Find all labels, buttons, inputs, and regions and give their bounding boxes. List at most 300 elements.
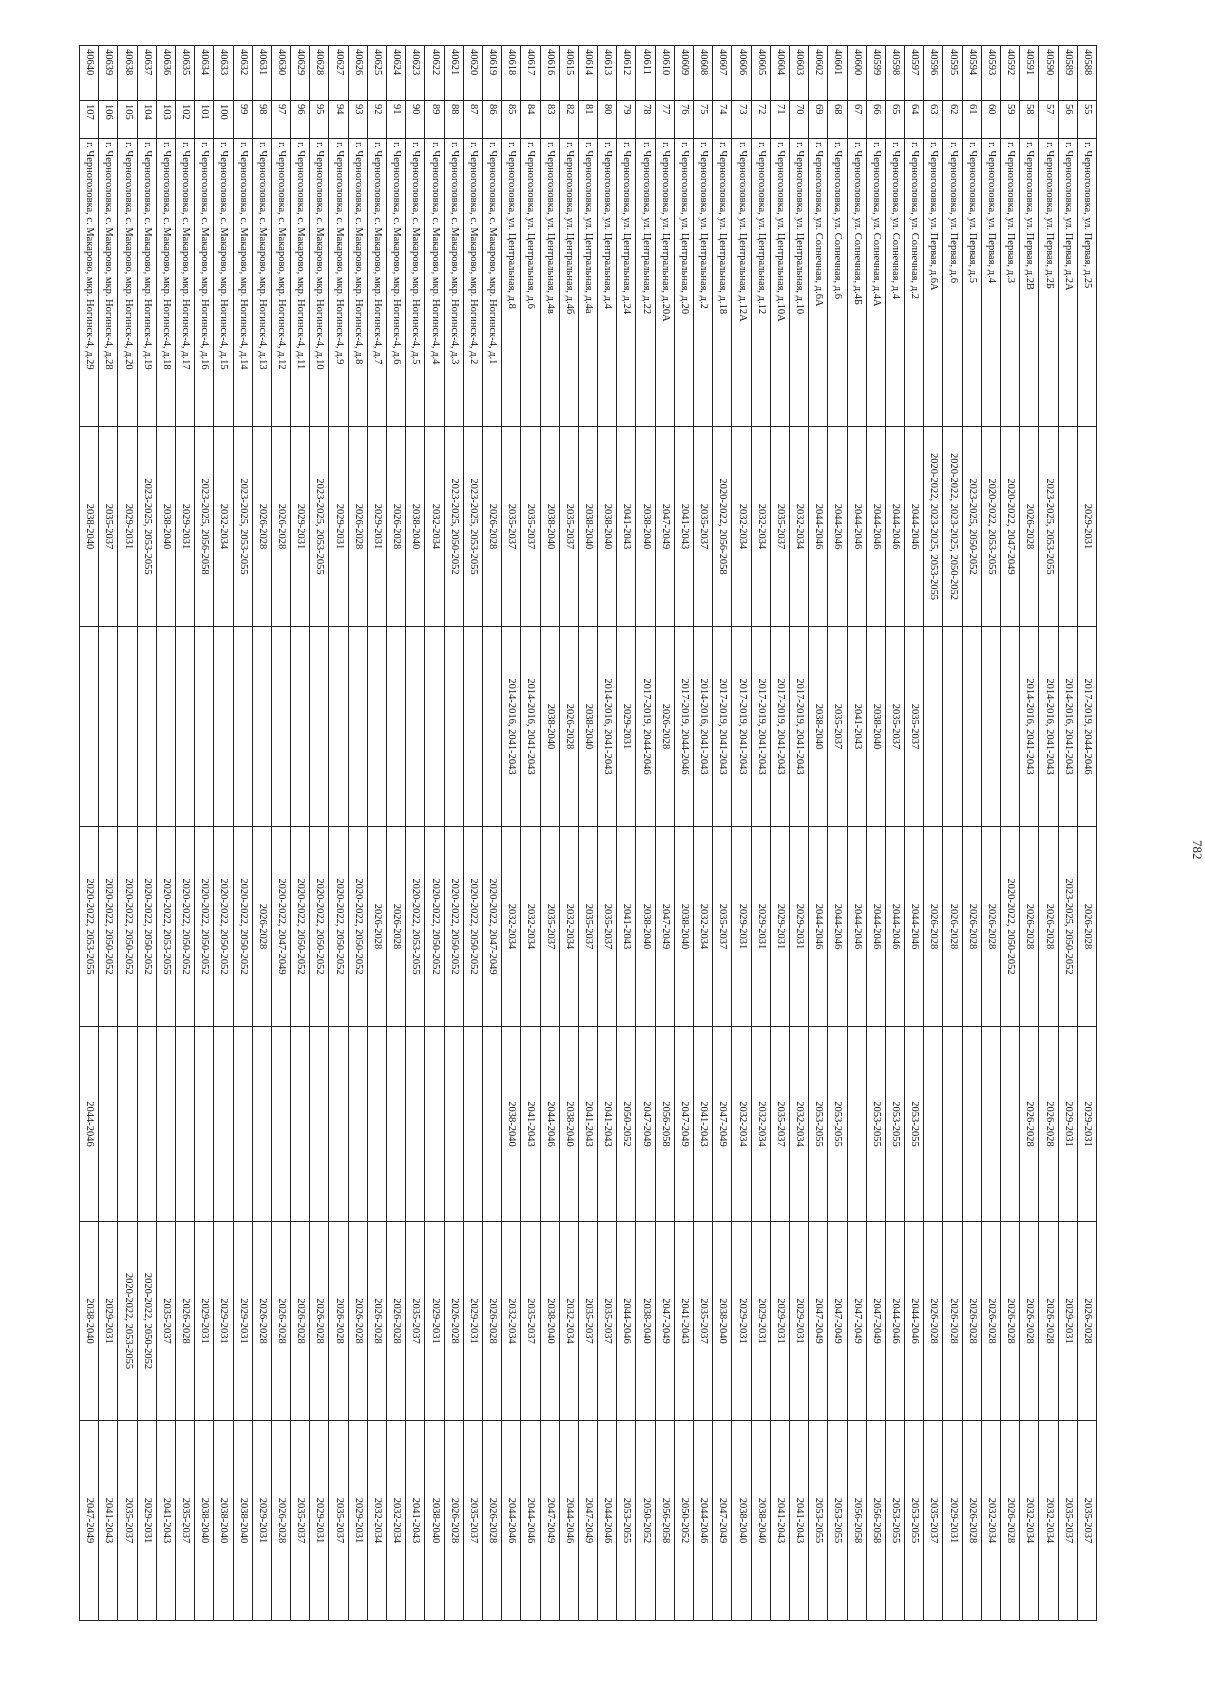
- period-cell-6: 2053-2055: [828, 1421, 847, 1621]
- row-number-cell: 66: [866, 101, 885, 139]
- period-cell-4: 2056-2058: [655, 1027, 674, 1222]
- record-id-cell: 40617: [521, 46, 540, 101]
- address-cell: г. Черноголовка, с. Макарово, мкр. Ногинск-4, д.9: [329, 139, 348, 427]
- period-cell-6: 2044-2046: [521, 1421, 540, 1621]
- table-row: [751, 46, 770, 1621]
- period-cell-5: 2026-2028: [387, 1222, 406, 1421]
- record-id-cell: 40599: [866, 46, 885, 101]
- period-cell-2: [348, 627, 367, 827]
- table-row: [195, 46, 214, 1621]
- period-cell-4: 2041-2043: [694, 1027, 713, 1222]
- row-number-cell: 92: [367, 101, 386, 139]
- record-id-cell: 40640: [80, 46, 99, 101]
- period-cell-5: 2029-2031: [99, 1222, 118, 1421]
- record-id-cell: 40609: [674, 46, 693, 101]
- period-cell-1: 2029-2031: [1077, 427, 1096, 627]
- period-cell-2: 2038-2040: [866, 627, 885, 827]
- record-id-cell: 40614: [578, 46, 597, 101]
- period-cell-2: [425, 627, 444, 827]
- period-cell-1: [1058, 427, 1077, 627]
- period-cell-6: 2044-2046: [694, 1421, 713, 1621]
- period-cell-4: 2032-2034: [790, 1027, 809, 1222]
- address-cell: г. Черноголовка, ул. Центральная, д.22: [636, 139, 655, 427]
- period-cell-5: 2026-2028: [176, 1222, 195, 1421]
- period-cell-5: 2035-2037: [598, 1222, 617, 1421]
- period-cell-3: 2032-2034: [521, 827, 540, 1027]
- period-cell-6: 2026-2028: [483, 1421, 502, 1621]
- period-cell-6: 2047-2049: [80, 1421, 99, 1621]
- record-id-cell: 40612: [617, 46, 636, 101]
- period-cell-5: 2029-2031: [214, 1222, 233, 1421]
- period-cell-1: 2023-2025, 2050-2052: [444, 427, 463, 627]
- table-row: [156, 46, 175, 1621]
- record-id-cell: 40605: [751, 46, 770, 101]
- period-cell-2: [233, 627, 252, 827]
- period-cell-6: 2053-2055: [905, 1421, 924, 1621]
- period-cell-4: [425, 1027, 444, 1222]
- table-row: [885, 46, 904, 1621]
- address-cell: г. Черноголовка, ул. Центральная, д.2: [694, 139, 713, 427]
- table-row: [502, 46, 521, 1621]
- period-cell-5: 2029-2031: [790, 1222, 809, 1421]
- period-cell-6: 2035-2037: [1077, 1421, 1096, 1621]
- period-cell-6: 2026-2028: [962, 1421, 981, 1621]
- row-number-cell: 69: [809, 101, 828, 139]
- address-cell: г. Черноголовка, ул. Центральная, д.10А: [770, 139, 789, 427]
- period-cell-1: 2035-2037: [770, 427, 789, 627]
- row-number-cell: 91: [387, 101, 406, 139]
- period-cell-6: 2056-2058: [866, 1421, 885, 1621]
- record-id-cell: 40618: [502, 46, 521, 101]
- period-cell-5: 2038-2040: [80, 1222, 99, 1421]
- table-row: [1039, 46, 1058, 1621]
- row-number-cell: 78: [636, 101, 655, 139]
- table-row: [367, 46, 386, 1621]
- row-number-cell: 71: [770, 101, 789, 139]
- period-cell-3: 2035-2037: [598, 827, 617, 1027]
- record-id-cell: 40639: [99, 46, 118, 101]
- period-cell-4: [310, 1027, 329, 1222]
- period-cell-2: 2041-2043: [847, 627, 866, 827]
- period-cell-4: 2038-2040: [559, 1027, 578, 1222]
- row-number-cell: 104: [137, 101, 156, 139]
- period-cell-5: 2047-2049: [828, 1222, 847, 1421]
- row-number-cell: 61: [962, 101, 981, 139]
- table-row: [463, 46, 482, 1621]
- table-row: [962, 46, 981, 1621]
- table-row: [252, 46, 271, 1621]
- period-cell-2: [156, 627, 175, 827]
- period-cell-4: 2041-2043: [521, 1027, 540, 1222]
- period-cell-4: [367, 1027, 386, 1222]
- period-cell-4: 2041-2043: [578, 1027, 597, 1222]
- period-cell-2: 2017-2019, 2041-2043: [751, 627, 770, 827]
- period-cell-2: [943, 627, 962, 827]
- row-number-cell: 83: [540, 101, 559, 139]
- period-cell-1: 2020-2022, 2023-2025, 2050-2052: [943, 427, 962, 627]
- period-cell-5: 2026-2028: [252, 1222, 271, 1421]
- period-cell-4: 2038-2040: [502, 1027, 521, 1222]
- period-cell-3: 2020-2022, 2050-2052: [310, 827, 329, 1027]
- table-row: [866, 46, 885, 1621]
- row-number-cell: 101: [195, 101, 214, 139]
- period-cell-5: 2020-2022, 2050-2052: [137, 1222, 156, 1421]
- period-cell-5: 2044-2046: [617, 1222, 636, 1421]
- period-cell-4: [214, 1027, 233, 1222]
- period-cell-3: 2026-2028: [962, 827, 981, 1027]
- table-row: [559, 46, 578, 1621]
- row-number-cell: 64: [905, 101, 924, 139]
- period-cell-1: 2035-2037: [521, 427, 540, 627]
- period-cell-4: 2053-2055: [809, 1027, 828, 1222]
- period-cell-1: 2029-2031: [118, 427, 137, 627]
- record-id-cell: 40603: [790, 46, 809, 101]
- period-cell-4: 2047-2049: [636, 1027, 655, 1222]
- period-cell-5: 2029-2031: [1058, 1222, 1077, 1421]
- period-cell-6: 2053-2055: [809, 1421, 828, 1621]
- row-number-cell: 89: [425, 101, 444, 139]
- address-cell: г. Черноголовка, ул. Центральная, д.18: [713, 139, 732, 427]
- row-number-cell: 56: [1058, 101, 1077, 139]
- record-id-cell: 40610: [655, 46, 674, 101]
- period-cell-5: 2035-2037: [694, 1222, 713, 1421]
- period-cell-3: 2044-2046: [847, 827, 866, 1027]
- record-id-cell: 40629: [291, 46, 310, 101]
- period-cell-4: 2041-2043: [598, 1027, 617, 1222]
- row-number-cell: 85: [502, 101, 521, 139]
- period-cell-2: 2029-2031: [617, 627, 636, 827]
- table-row: [924, 46, 943, 1621]
- row-number-cell: 73: [732, 101, 751, 139]
- period-cell-1: 2044-2046: [866, 427, 885, 627]
- period-cell-2: 2014-2016, 2041-2043: [1020, 627, 1039, 827]
- row-number-cell: 98: [252, 101, 271, 139]
- period-cell-5: 2026-2028: [329, 1222, 348, 1421]
- period-cell-6: 2029-2031: [252, 1421, 271, 1621]
- row-number-cell: 76: [674, 101, 693, 139]
- period-cell-3: 2032-2034: [694, 827, 713, 1027]
- period-cell-1: 2020-2022, 2056-2058: [713, 427, 732, 627]
- period-cell-4: [387, 1027, 406, 1222]
- record-id-cell: 40621: [444, 46, 463, 101]
- address-cell: г. Черноголовка, ул. Центральная, д.24: [617, 139, 636, 427]
- table-row: [521, 46, 540, 1621]
- period-cell-1: 2026-2028: [271, 427, 290, 627]
- address-cell: г. Черноголовка, ул. Первая, д.6: [943, 139, 962, 427]
- rotated-table-container: [58, 45, 1097, 1620]
- address-cell: г. Черноголовка, ул. Первая, д.6А: [924, 139, 943, 427]
- period-cell-2: [329, 627, 348, 827]
- table-row: [617, 46, 636, 1621]
- table-row: [118, 46, 137, 1621]
- record-id-cell: 40624: [387, 46, 406, 101]
- period-cell-1: 2035-2037: [502, 427, 521, 627]
- period-cell-1: 2026-2028: [387, 427, 406, 627]
- period-cell-6: 2029-2031: [310, 1421, 329, 1621]
- period-cell-5: 2038-2040: [540, 1222, 559, 1421]
- period-cell-3: 2020-2022, 2053-2055: [156, 827, 175, 1027]
- period-cell-4: 2044-2046: [80, 1027, 99, 1222]
- period-cell-3: 2044-2046: [885, 827, 904, 1027]
- period-cell-1: 2026-2028: [1020, 427, 1039, 627]
- record-id-cell: 40593: [981, 46, 1000, 101]
- period-cell-6: 2032-2034: [981, 1421, 1000, 1621]
- period-cell-1: 2029-2031: [329, 427, 348, 627]
- table-row: [425, 46, 444, 1621]
- record-id-cell: 40608: [694, 46, 713, 101]
- address-cell: г. Черноголовка, с. Макарово, мкр. Ногинск-4, д.8: [348, 139, 367, 427]
- table-row: [444, 46, 463, 1621]
- record-id-cell: 40601: [828, 46, 847, 101]
- address-cell: г. Черноголовка, с. Макарово, мкр. Ногинск-4, д.14: [233, 139, 252, 427]
- address-cell: г. Черноголовка, ул. Центральная, д.4а: [578, 139, 597, 427]
- period-cell-6: 2035-2037: [118, 1421, 137, 1621]
- record-id-cell: 40631: [252, 46, 271, 101]
- period-cell-4: [924, 1027, 943, 1222]
- period-cell-6: 2050-2052: [636, 1421, 655, 1621]
- period-cell-4: [195, 1027, 214, 1222]
- address-cell: г. Черноголовка, ул. Центральная, д.12: [751, 139, 770, 427]
- period-cell-5: 2026-2028: [348, 1222, 367, 1421]
- period-cell-4: [406, 1027, 425, 1222]
- address-cell: г. Черноголовка, с. Макарово, мкр. Ногинск-4, д.15: [214, 139, 233, 427]
- period-cell-1: 2038-2040: [598, 427, 617, 627]
- row-number-cell: 105: [118, 101, 137, 139]
- period-cell-1: 2038-2040: [636, 427, 655, 627]
- record-id-cell: 40635: [176, 46, 195, 101]
- period-cell-6: 2032-2034: [367, 1421, 386, 1621]
- period-cell-5: 2026-2028: [1001, 1222, 1020, 1421]
- period-cell-5: 2047-2049: [809, 1222, 828, 1421]
- period-cell-6: 2038-2040: [195, 1421, 214, 1621]
- period-cell-2: [176, 627, 195, 827]
- register-table: [79, 45, 1097, 1621]
- period-cell-3: 2020-2022, 2050-2052: [99, 827, 118, 1027]
- address-cell: г. Черноголовка, ул. Центральная, д.20: [674, 139, 693, 427]
- row-number-cell: 59: [1001, 101, 1020, 139]
- period-cell-5: 2032-2034: [502, 1222, 521, 1421]
- period-cell-1: 2023-2025, 2053-2055: [137, 427, 156, 627]
- period-cell-5: 2026-2028: [367, 1222, 386, 1421]
- period-cell-1: 2038-2040: [80, 427, 99, 627]
- period-cell-5: 2026-2028: [1020, 1222, 1039, 1421]
- table-row: [310, 46, 329, 1621]
- address-cell: г. Черноголовка, ул. Первая, д.2В: [1020, 139, 1039, 427]
- period-cell-5: 2035-2037: [578, 1222, 597, 1421]
- table-row: [943, 46, 962, 1621]
- row-number-cell: 65: [885, 101, 904, 139]
- row-number-cell: 88: [444, 101, 463, 139]
- table-row: [847, 46, 866, 1621]
- record-id-cell: 40606: [732, 46, 751, 101]
- row-number-cell: 86: [483, 101, 502, 139]
- address-cell: г. Черноголовка, ул. Центральная, д.20А: [655, 139, 674, 427]
- address-cell: г. Черноголовка, с. Макарово, мкр. Ногинск-4, д.20: [118, 139, 137, 427]
- period-cell-1: 2029-2031: [176, 427, 195, 627]
- period-cell-5: 2026-2028: [924, 1222, 943, 1421]
- address-cell: г. Черноголовка, с. Макарово, мкр. Ногинск-4, д.13: [252, 139, 271, 427]
- period-cell-1: 2038-2040: [578, 427, 597, 627]
- period-cell-3: 2038-2040: [636, 827, 655, 1027]
- record-id-cell: 40625: [367, 46, 386, 101]
- period-cell-1: 2044-2046: [828, 427, 847, 627]
- period-cell-3: 2020-2022, 2050-2052: [195, 827, 214, 1027]
- address-cell: г. Черноголовка, ул. Первая, д.25: [1077, 139, 1096, 427]
- address-cell: г. Черноголовка, с. Макарово, мкр. Ногинск-4, д.16: [195, 139, 214, 427]
- period-cell-6: 2044-2046: [598, 1421, 617, 1621]
- period-cell-2: 2017-2019, 2041-2043: [713, 627, 732, 827]
- period-cell-6: 2029-2031: [943, 1421, 962, 1621]
- address-cell: г. Черноголовка, с. Макарово, мкр. Ногинск-4, д.17: [176, 139, 195, 427]
- period-cell-2: [962, 627, 981, 827]
- period-cell-2: 2017-2019, 2041-2043: [732, 627, 751, 827]
- period-cell-3: 2020-2022, 2050-2052: [463, 827, 482, 1027]
- period-cell-2: [463, 627, 482, 827]
- period-cell-2: [367, 627, 386, 827]
- period-cell-5: 2035-2037: [406, 1222, 425, 1421]
- row-number-cell: 93: [348, 101, 367, 139]
- table-row: [137, 46, 156, 1621]
- row-number-cell: 55: [1077, 101, 1096, 139]
- period-cell-6: 2041-2043: [790, 1421, 809, 1621]
- period-cell-5: 2041-2043: [674, 1222, 693, 1421]
- address-cell: г. Черноголовка, ул. Первая, д.4: [981, 139, 1000, 427]
- period-cell-6: 2035-2037: [329, 1421, 348, 1621]
- record-id-cell: 40590: [1039, 46, 1058, 101]
- period-cell-5: 2032-2034: [559, 1222, 578, 1421]
- period-cell-4: [348, 1027, 367, 1222]
- period-cell-2: 2017-2019, 2044-2046: [1077, 627, 1096, 827]
- period-cell-1: 2020-2022, 2053-2055: [981, 427, 1000, 627]
- table-row: [713, 46, 732, 1621]
- address-cell: г. Черноголовка, с. Макарово, мкр. Ногинск-4, д.18: [156, 139, 175, 427]
- period-cell-1: 2044-2046: [885, 427, 904, 627]
- period-cell-2: [310, 627, 329, 827]
- period-cell-4: 2053-2055: [828, 1027, 847, 1222]
- address-cell: г. Черноголовка, с. Макарово, мкр. Ногинск-4, д.28: [99, 139, 118, 427]
- period-cell-4: [463, 1027, 482, 1222]
- period-cell-6: 2044-2046: [502, 1421, 521, 1621]
- row-number-cell: 97: [271, 101, 290, 139]
- address-cell: г. Черноголовка, с. Макарово, мкр. Ногинск-4, д.5: [406, 139, 425, 427]
- period-cell-5: 2026-2028: [1077, 1222, 1096, 1421]
- period-cell-3: 2041-2043: [617, 827, 636, 1027]
- period-cell-2: 2017-2019, 2041-2043: [770, 627, 789, 827]
- row-number-cell: 62: [943, 101, 962, 139]
- period-cell-3: 2038-2040: [674, 827, 693, 1027]
- period-cell-5: 2047-2049: [866, 1222, 885, 1421]
- period-cell-3: 2035-2037: [540, 827, 559, 1027]
- row-number-cell: 95: [310, 101, 329, 139]
- period-cell-6: 2041-2043: [770, 1421, 789, 1621]
- period-cell-5: 2026-2028: [310, 1222, 329, 1421]
- period-cell-4: [291, 1027, 310, 1222]
- period-cell-6: 2035-2037: [291, 1421, 310, 1621]
- period-cell-3: 2044-2046: [828, 827, 847, 1027]
- period-cell-5: 2047-2049: [847, 1222, 866, 1421]
- period-cell-2: [99, 627, 118, 827]
- period-cell-1: 2035-2037: [694, 427, 713, 627]
- period-cell-6: 2047-2049: [540, 1421, 559, 1621]
- period-cell-3: 2026-2028: [924, 827, 943, 1027]
- table-row: [271, 46, 290, 1621]
- period-cell-1: 2026-2028: [252, 427, 271, 627]
- period-cell-5: 2038-2040: [636, 1222, 655, 1421]
- address-cell: г. Черноголовка, ул. Центральная, д.10: [790, 139, 809, 427]
- address-cell: г. Черноголовка, ул. Центральная, д.4в: [540, 139, 559, 427]
- address-cell: г. Черноголовка, ул. Солнечная, д.2: [905, 139, 924, 427]
- record-id-cell: 40632: [233, 46, 252, 101]
- period-cell-5: 2029-2031: [751, 1222, 770, 1421]
- period-cell-5: 2038-2040: [713, 1222, 732, 1421]
- period-cell-2: [444, 627, 463, 827]
- row-number-cell: 87: [463, 101, 482, 139]
- page-number: 782: [1190, 840, 1205, 860]
- period-cell-3: 2020-2022, 2050-2052: [233, 827, 252, 1027]
- period-cell-6: 2047-2049: [713, 1421, 732, 1621]
- row-number-cell: 58: [1020, 101, 1039, 139]
- period-cell-2: 2017-2019, 2044-2046: [636, 627, 655, 827]
- period-cell-2: 2038-2040: [578, 627, 597, 827]
- period-cell-5: 2026-2028: [981, 1222, 1000, 1421]
- row-number-cell: 72: [751, 101, 770, 139]
- address-cell: г. Черноголовка, с. Макарово, мкр. Ногинск-4, д.3: [444, 139, 463, 427]
- period-cell-5: 2047-2049: [655, 1222, 674, 1421]
- address-cell: г. Черноголовка, ул. Первая, д.2А: [1058, 139, 1077, 427]
- period-cell-3: 2020-2022, 2050-2052: [118, 827, 137, 1027]
- period-cell-6: 2053-2055: [885, 1421, 904, 1621]
- period-cell-1: 2038-2040: [406, 427, 425, 627]
- period-cell-1: 2020-2022, 2023-2025, 2053-2055: [924, 427, 943, 627]
- period-cell-1: 2020-2022, 2047-2049: [1001, 427, 1020, 627]
- address-cell: г. Черноголовка, ул. Солнечная, д.4Б: [847, 139, 866, 427]
- period-cell-3: 2020-2022, 2053-2055: [80, 827, 99, 1027]
- period-cell-2: [291, 627, 310, 827]
- period-cell-3: 2029-2031: [751, 827, 770, 1027]
- table-row: [348, 46, 367, 1621]
- period-cell-6: 2038-2040: [732, 1421, 751, 1621]
- period-cell-2: [1001, 627, 1020, 827]
- period-cell-2: 2026-2028: [655, 627, 674, 827]
- address-cell: г. Черноголовка, с. Макарово, мкр. Ногинск-4, д.7: [367, 139, 386, 427]
- record-id-cell: 40620: [463, 46, 482, 101]
- record-id-cell: 40616: [540, 46, 559, 101]
- period-cell-2: 2014-2016, 2041-2043: [694, 627, 713, 827]
- table-row: [1001, 46, 1020, 1621]
- period-cell-1: 2026-2028: [483, 427, 502, 627]
- row-number-cell: 70: [790, 101, 809, 139]
- period-cell-1: 2044-2046: [847, 427, 866, 627]
- period-cell-6: 2035-2037: [463, 1421, 482, 1621]
- period-cell-5: 2029-2031: [425, 1222, 444, 1421]
- period-cell-2: 2017-2019, 2044-2046: [674, 627, 693, 827]
- period-cell-1: 2023-2025, 2056-2058: [195, 427, 214, 627]
- table-row: [809, 46, 828, 1621]
- period-cell-3: 2029-2031: [732, 827, 751, 1027]
- period-cell-2: [271, 627, 290, 827]
- period-cell-4: 2032-2034: [732, 1027, 751, 1222]
- row-number-cell: 75: [694, 101, 713, 139]
- row-number-cell: 68: [828, 101, 847, 139]
- record-id-cell: 40600: [847, 46, 866, 101]
- table-row: [732, 46, 751, 1621]
- period-cell-4: 2053-2055: [885, 1027, 904, 1222]
- period-cell-5: 2035-2037: [521, 1222, 540, 1421]
- period-cell-1: 2041-2043: [617, 427, 636, 627]
- period-cell-1: 2035-2037: [559, 427, 578, 627]
- record-id-cell: 40630: [271, 46, 290, 101]
- period-cell-3: 2026-2028: [1020, 827, 1039, 1027]
